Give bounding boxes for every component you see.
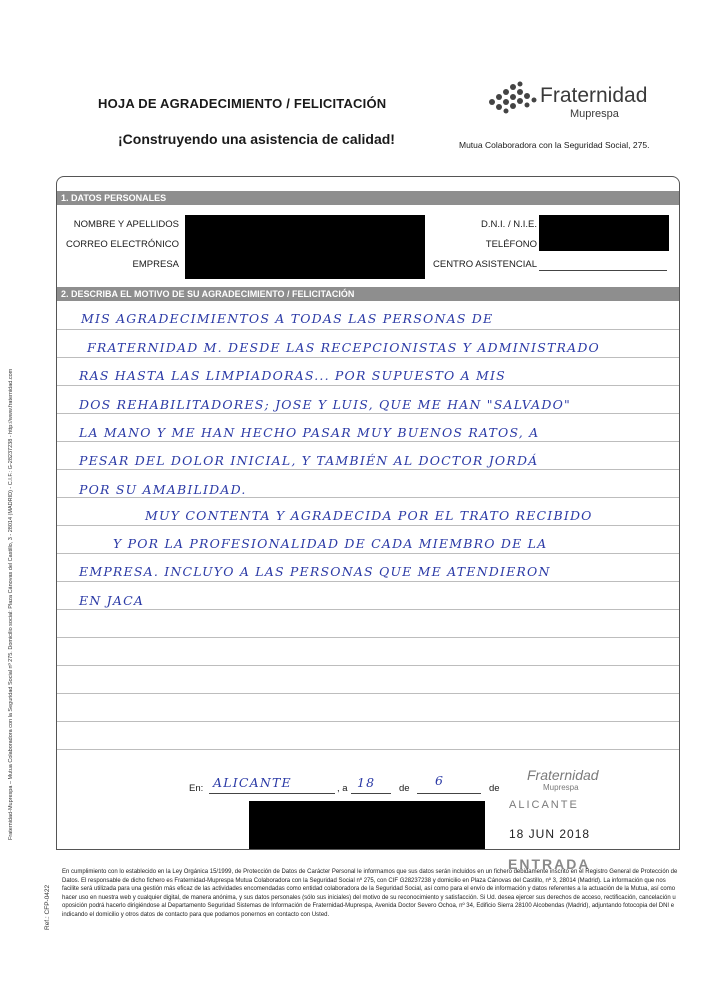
document-subtitle: ¡Construyendo una asistencia de calidad!: [118, 131, 395, 147]
logo-subname: Muprespa: [570, 108, 619, 120]
ruled-line: [57, 749, 679, 750]
nombre-label: NOMBRE Y APELLIDOS: [73, 219, 179, 230]
ruled-line: [57, 665, 679, 666]
handwritten-line: EN JACA: [79, 593, 145, 608]
handwritten-line: MIS AGRADECIMIENTOS A TODAS LAS PERSONAS DE: [81, 311, 494, 326]
handwritten-line: RAS HASTA LAS LIMPIADORAS... POR SUPUESTO A MIS: [79, 368, 506, 383]
handwritten-line: POR SU AMABILIDAD.: [79, 482, 247, 497]
section1-header: 1. DATOS PERSONALES: [57, 191, 679, 205]
section2-header: 2. DESCRIBA EL MOTIVO DE SU AGRADECIMIENTO / FELICITACIÓN: [57, 287, 679, 301]
ruled-line: [57, 413, 679, 414]
handwritten-line: LA MANO Y ME HAN HECHO PASAR MUY BUENOS RATOS, A: [79, 425, 540, 440]
redacted-signature: [249, 801, 485, 849]
side-legal-text: Fraternidad-Muprespa – Mutua Colaboradora con la Seguridad Social nº 275. Domicilio social: Plaza Cánovas del Castillo, 3 - 28014 (MADRID) - C.I.F.: G-28237238 - http://www.fraternidad.com: [8, 368, 14, 840]
month-line: [417, 793, 481, 794]
stamp-sub: Muprespa: [543, 783, 579, 792]
ruled-line: [57, 385, 679, 386]
ruled-line: [57, 609, 679, 610]
handwritten-line: FRATERNIDAD M. DESDE LAS RECEPCIONISTAS Y ADMINISTRADO: [87, 340, 600, 355]
centro-field-line: [539, 270, 667, 271]
ruled-line: [57, 637, 679, 638]
handwritten-line: Y POR LA PROFESIONALIDAD DE CADA MIEMBRO DE LA: [113, 536, 548, 551]
city-line: [209, 793, 335, 794]
stamp-city: ALICANTE: [509, 799, 579, 811]
ruled-line: [57, 553, 679, 554]
form-box: [56, 176, 680, 850]
ruled-line: [57, 441, 679, 442]
dni-label: D.N.I. / N.I.E.: [481, 219, 537, 230]
date-city: ALICANTE: [213, 775, 292, 790]
telefono-label: TELÉFONO: [485, 239, 537, 250]
ruled-line: [57, 469, 679, 470]
date-de2-label: de: [489, 783, 500, 794]
handwritten-line: PESAR DEL DOLOR INICIAL, Y TAMBIÉN AL DOCTOR JORDÁ: [79, 453, 539, 468]
redacted-id-phone: [539, 215, 669, 251]
ruled-line: [57, 329, 679, 330]
redacted-personal-data: [185, 215, 425, 279]
ruled-line: [57, 525, 679, 526]
logo-name: Fraternidad: [540, 84, 648, 107]
document-title: HOJA DE AGRADECIMIENTO / FELICITACIÓN: [98, 96, 387, 111]
date-day: 18: [357, 775, 376, 790]
stamp-date: 18 JUN 2018: [509, 827, 591, 841]
footer-legal-text: En cumplimiento con lo establecido en la Ley Orgánica 15/1999, de Protección de Datos de Carácter Personal le informamos que sus datos serán incluidos en un fichero debidamente inscrito en el Registro General de Protección de Datos. El responsable de dicho fichero es Fraternidad-Muprespa Mutua Colaboradora con la Seguridad Social nº 275, con CIF G28237238 y domicilio en Plaza Cánovas del Castillo, nº 3, 28014 (Madrid). La información que nos facilite será utilizada para una gestión más eficaz de las actividades encomendadas como entidad colaboradora de la Seguridad Social, así como para el envío de información y datos referentes a la actuación de la Mutua, así como hacer uso en nuestra web y cualquier digital, de manera anónima, y sus datos personales (sólo sus iniciales) del motivo de su reconocimiento y satisfacción. Si Ud. desea ejercer sus derechos de acceso, rectificación, cancelación u oposición podrá hacerlo dirigiéndose al Departamento Seguridad Sistemas de Información de Fraternidad-Muprespa, Avenida Doctor Severo Ochoa, nº 34, Edificio Sierra 28100 Alcobendas (Madrid), adjuntando fotocopia del DNI e indicando el domicilio y otros datos de contacto para que podamos ponernos en contacto con Usted.: [62, 869, 678, 918]
date-de-label: de: [399, 783, 410, 794]
handwritten-line: EMPRESA. INCLUYO A LAS PERSONAS QUE ME ATENDIERON: [79, 564, 551, 579]
handwritten-line: DOS REHABILITADORES; JOSE Y LUIS, QUE ME HAN "SALVADO": [79, 397, 571, 412]
ruled-line: [57, 357, 679, 358]
date-en-label: En:: [189, 783, 204, 794]
correo-label: CORREO ELECTRÓNICO: [66, 239, 179, 250]
ruled-line: [57, 497, 679, 498]
handwritten-line: MUY CONTENTA Y AGRADECIDA POR EL TRATO RECIBIDO: [145, 508, 593, 523]
centro-label: CENTRO ASISTENCIAL: [433, 259, 537, 270]
ruled-line: [57, 693, 679, 694]
stamp-name: Fraternidad: [527, 767, 599, 783]
ruled-line: [57, 721, 679, 722]
reference-code: Ref.: CFP-0422: [44, 884, 51, 930]
ruled-line: [57, 581, 679, 582]
empresa-label: EMPRESA: [132, 259, 179, 270]
mutua-line: Mutua Colaboradora con la Seguridad Social, 275.: [459, 140, 650, 150]
day-line: [351, 793, 391, 794]
stamp-entry: ENTRADA: [508, 856, 591, 872]
date-month: 6: [435, 773, 445, 788]
fraternidad-logo-icon: [484, 80, 542, 114]
date-a-label: , a: [337, 783, 348, 794]
